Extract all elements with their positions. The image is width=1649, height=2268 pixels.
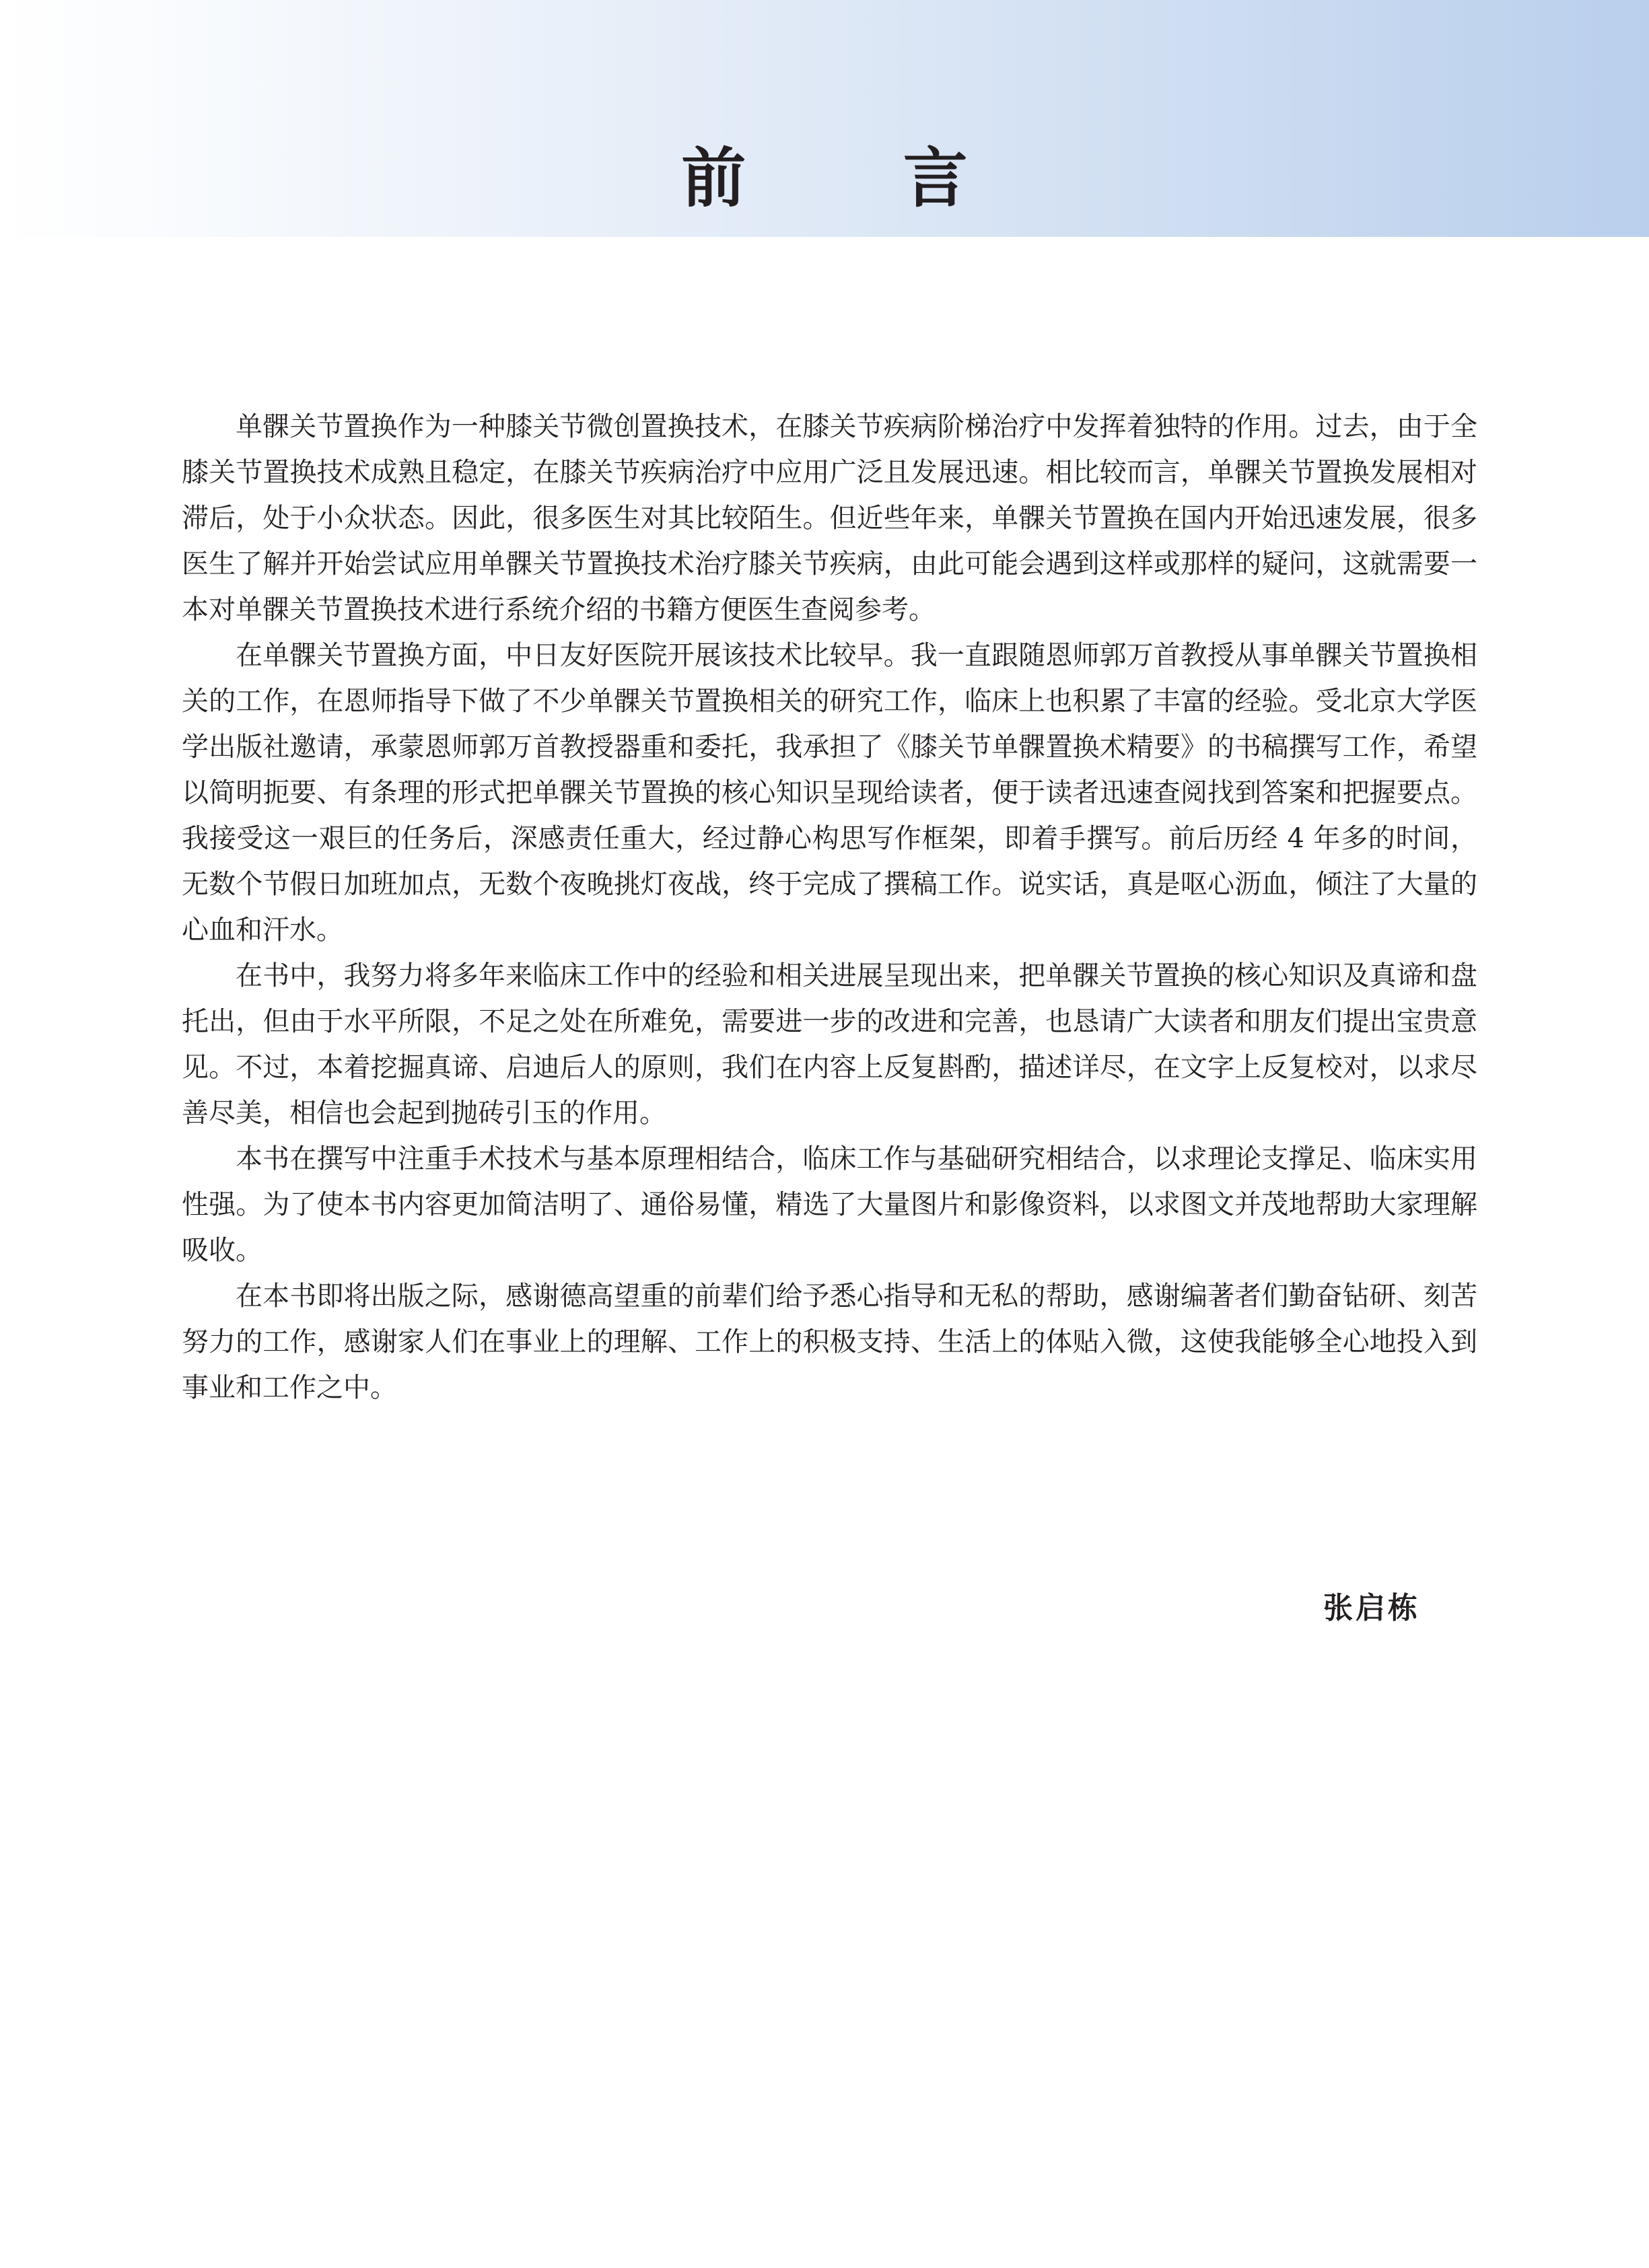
author-signature: 张启栋 xyxy=(1323,1591,1420,1625)
paragraph: 本书在撰写中注重手术技术与基本原理相结合，临床工作与基础研究相结合，以求理论支撑足、临床实用性强。为了使本书内容更加简洁明了、通俗易懂，精选了大量图片和影像资料，以求图文并茂地帮助大家理解吸收。 xyxy=(182,1143,1477,1266)
page-title: 前 言 xyxy=(681,141,1035,216)
paragraph: 在本书即将出版之际，感谢德高望重的前辈们给予悉心指导和无私的帮助，感谢编著者们勤奋钻研、刻苦努力的工作，感谢家人们在事业上的理解、工作上的积极支持、生活上的体贴入微，这使我能够全心地投入到事业和工作之中。 xyxy=(182,1281,1477,1403)
paragraph: 在单髁关节置换方面，中日友好医院开展该技术比较早。我一直跟随恩师郭万首教授从事单髁关节置换相关的工作，在恩师指导下做了不少单髁关节置换相关的研究工作，临床上也积累了丰富的经验。受北京大学医学出版社邀请，承蒙恩师郭万首教授器重和委托，我承担了《膝关节单髁置换术精要》的书稿撰写工作，希望以简明扼要、有条理的形式把单髁关节置换的核心知识呈现给读者，便于读者迅速查阅找到答案和把握要点。我接受这一艰巨的任务后，深感责任重大，经过静心构思写作框架，即着手撰写。前后历经 4 年多的时间，无数个节假日加班加点，无数个夜晚挑灯夜战，终于完成了撰稿工作。说实话，真是呕心沥血，倾注了大量的心血和汗水。 xyxy=(182,640,1477,946)
paragraph: 单髁关节置换作为一种膝关节微创置换技术，在膝关节疾病阶梯治疗中发挥着独特的作用。过去，由于全膝关节置换技术成熟且稳定，在膝关节疾病治疗中应用广泛且发展迅速。相比较而言，单髁关节置换发展相对滞后，处于小众状态。因此，很多医生对其比较陌生。但近些年来，单髁关节置换在国内开始迅速发展，很多医生了解并开始尝试应用单髁关节置换技术治疗膝关节疾病，由此可能会遇到这样或那样的疑问，这就需要一本对单髁关节置换技术进行系统介绍的书籍方便医生查阅参考。 xyxy=(182,411,1477,625)
preface-body xyxy=(182,404,1477,1411)
paragraph: 在书中，我努力将多年来临床工作中的经验和相关进展呈现出来，把单髁关节置换的核心知识及真谛和盘托出，但由于水平所限，不足之处在所难免，需要进一步的改进和完善，也恳请广大读者和朋友们提出宝贵意见。不过，本着挖掘真谛、启迪后人的原则，我们在内容上反复斟酌，描述详尽，在文字上反复校对，以求尽善尽美，相信也会起到抛砖引玉的作用。 xyxy=(182,960,1477,1129)
